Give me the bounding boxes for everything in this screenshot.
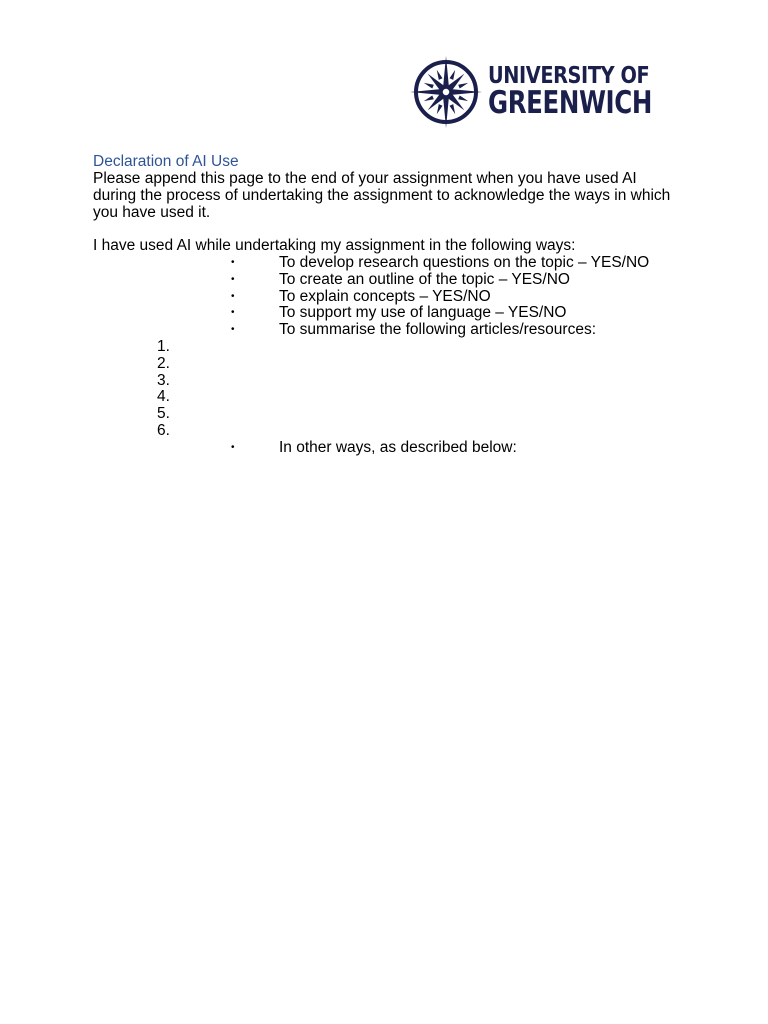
bullet-text: To support my use of language – YES/NO [279, 304, 567, 322]
university-logo [408, 56, 658, 128]
bullet-marker: • [231, 273, 235, 285]
number-label: 1. [157, 338, 170, 355]
number-label: 5. [157, 405, 170, 423]
logo-line-greenwich: GREENWICH [488, 85, 652, 121]
bullet-text: To create an outline of the topic – YES/NO [279, 270, 570, 288]
bullet-marker: • [231, 307, 235, 319]
bullet-marker: • [231, 324, 235, 336]
bullet-text: To summarise the following articles/resources: [279, 321, 597, 339]
number-label: 6. [157, 421, 170, 439]
number-label: 3. [157, 371, 170, 389]
declaration-heading: Declaration of AI Use [93, 153, 239, 170]
bullet-marker: • [231, 257, 235, 268]
bullet-marker: • [231, 290, 235, 302]
bullet-text: In other ways, as described below: [279, 439, 517, 456]
logo-wordmark [488, 63, 696, 121]
bullet-text: To explain concepts – YES/NO [279, 287, 491, 305]
bullet-marker: • [231, 442, 235, 453]
compass-rose-icon [408, 56, 482, 128]
number-label: 4. [157, 388, 170, 406]
bullet-text: To develop research questions on the topic – YES/NO [279, 254, 650, 271]
logo-line-university-of: UNIVERSITY OF [488, 63, 650, 89]
intro-paragraph: Please append this page to the end of your assignment when you have used AI during the process of undertaking the assignment to acknowledge the ways in which you have used it. [93, 170, 671, 221]
lead-sentence: I have used AI while undertaking my assignment in the following ways: [93, 237, 576, 254]
number-label: 2. [157, 354, 170, 372]
